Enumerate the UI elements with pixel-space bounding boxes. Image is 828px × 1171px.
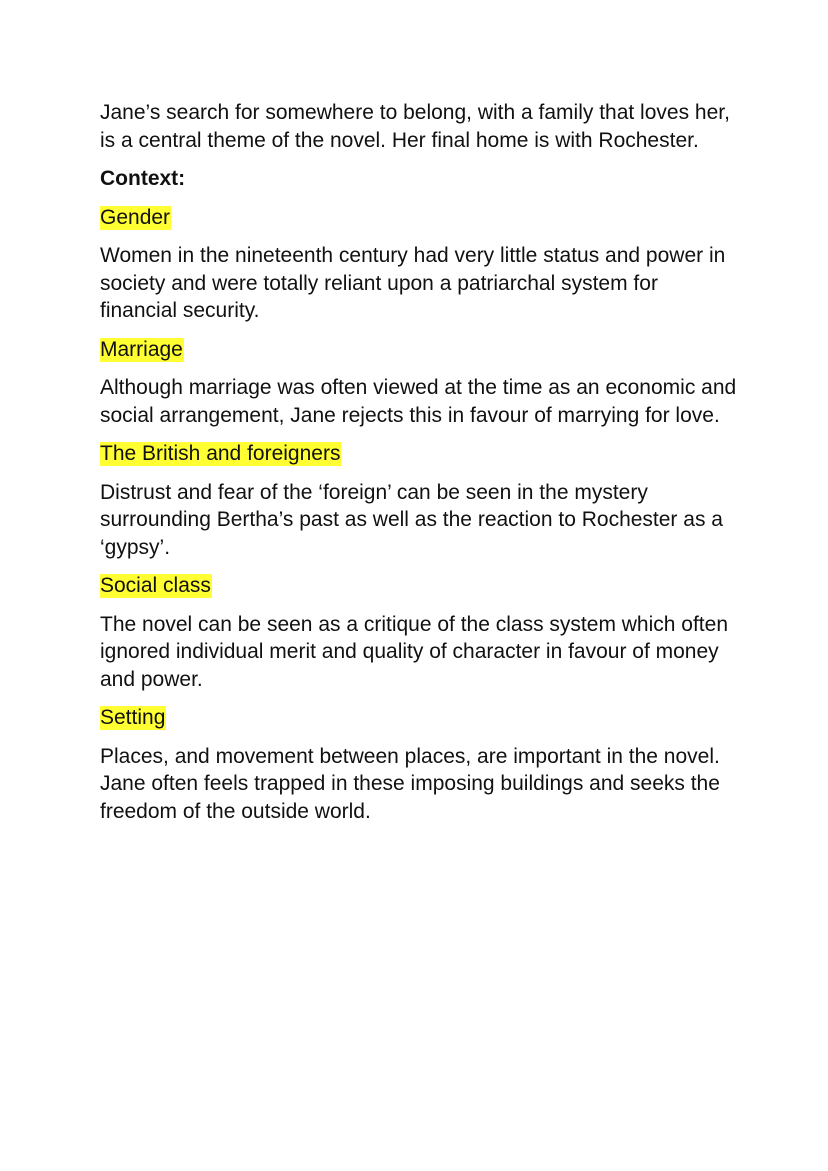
section-body-gender: Women in the nineteenth century had very little status and power in society and were totally reliant upon a patriarchal system for financial security. [100,244,726,322]
section-body-setting: Places, and movement between places, are important in the novel. Jane often feels trapped in these imposing buildings and seeks the freedom of the outside world. [100,744,720,823]
section-social-class [100,572,740,693]
section-heading-setting: Setting [100,706,166,729]
context-heading: Context: [100,167,186,190]
section-body-marriage: Although marriage was often viewed at the time as an economic and social arrangement, Jane rejects this in favour of marrying for love. [100,376,737,427]
section-marriage [100,336,740,430]
document-content [100,99,740,836]
section-british-foreigners [100,440,740,561]
section-heading-social-class: Social class [100,574,211,597]
section-gender [100,204,740,325]
section-body-social-class: The novel can be seen as a critique of the class system which often ignored individual merit and quality of character in favour of money and power. [100,612,729,691]
section-setting [100,704,740,825]
section-heading-gender: Gender [100,205,171,229]
section-heading-british-foreigners: The British and foreigners [100,442,341,465]
section-heading-marriage: Marriage [100,337,183,361]
intro-paragraph: Jane’s search for somewhere to belong, with a family that loves her, is a central theme of the novel. Her final home is with Rochester. [100,101,730,152]
section-body-british-foreigners: Distrust and fear of the ‘foreign’ can be seen in the mystery surrounding Bertha’s past as well as the reaction to Rochester as a ‘gypsy’. [100,480,723,559]
